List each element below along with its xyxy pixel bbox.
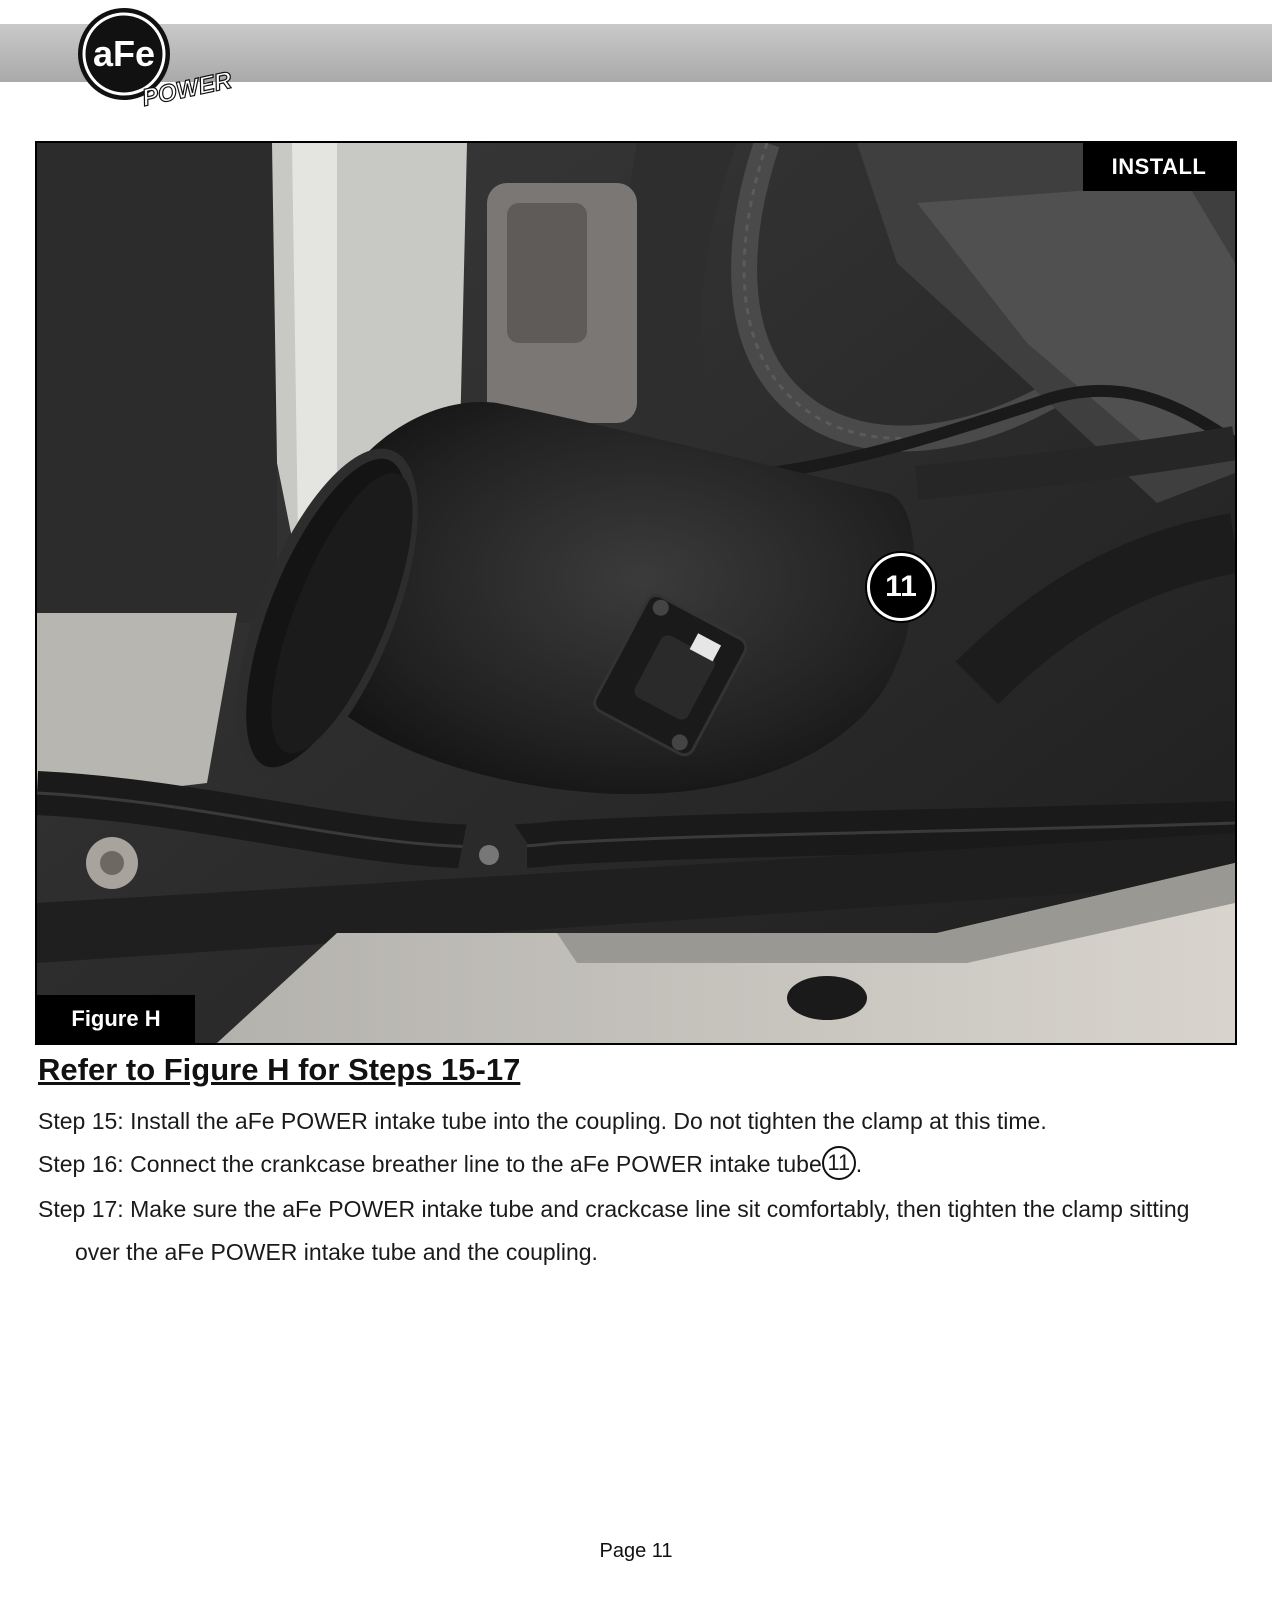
step-16-text: Connect the crankcase breather line to the aFe POWER intake tube [130,1151,822,1177]
step-16-prefix: Step 16: [38,1151,131,1177]
figure-label: Figure H [37,995,195,1043]
step-16-suffix: . [855,1151,863,1177]
callout-11: 11 [867,553,935,621]
page-number: Page 11 [599,1540,673,1562]
step-15 [38,1108,1238,1135]
step-17-prefix: Step 17: [38,1195,131,1222]
step-17-text: Make sure the aFe POWER intake tube and crackcase line sit comfortably, then tighten the clamp sitting over the aFe POWER intake tube and the coupling. [75,1195,1190,1265]
step-16-callout-icon: 11 [822,1146,856,1180]
step-15-text: Install the aFe POWER intake tube into the coupling. Do not tighten the clamp at this time. [130,1108,1047,1134]
install-tag: INSTALL [1083,143,1235,191]
figure-h-photo [35,141,1237,1045]
step-17 [38,1188,1238,1274]
section-title: Refer to Figure H for Steps 15-17 [38,1052,521,1087]
step-15-prefix: Step 15: [38,1108,131,1134]
steps-list [38,1108,1238,1290]
step-16 [38,1151,1238,1180]
engine-bay-illustration [37,143,1235,1043]
logo-text: aFe [92,33,156,74]
logo-subtext: POWER [139,66,235,112]
afe-power-logo [72,2,252,112]
